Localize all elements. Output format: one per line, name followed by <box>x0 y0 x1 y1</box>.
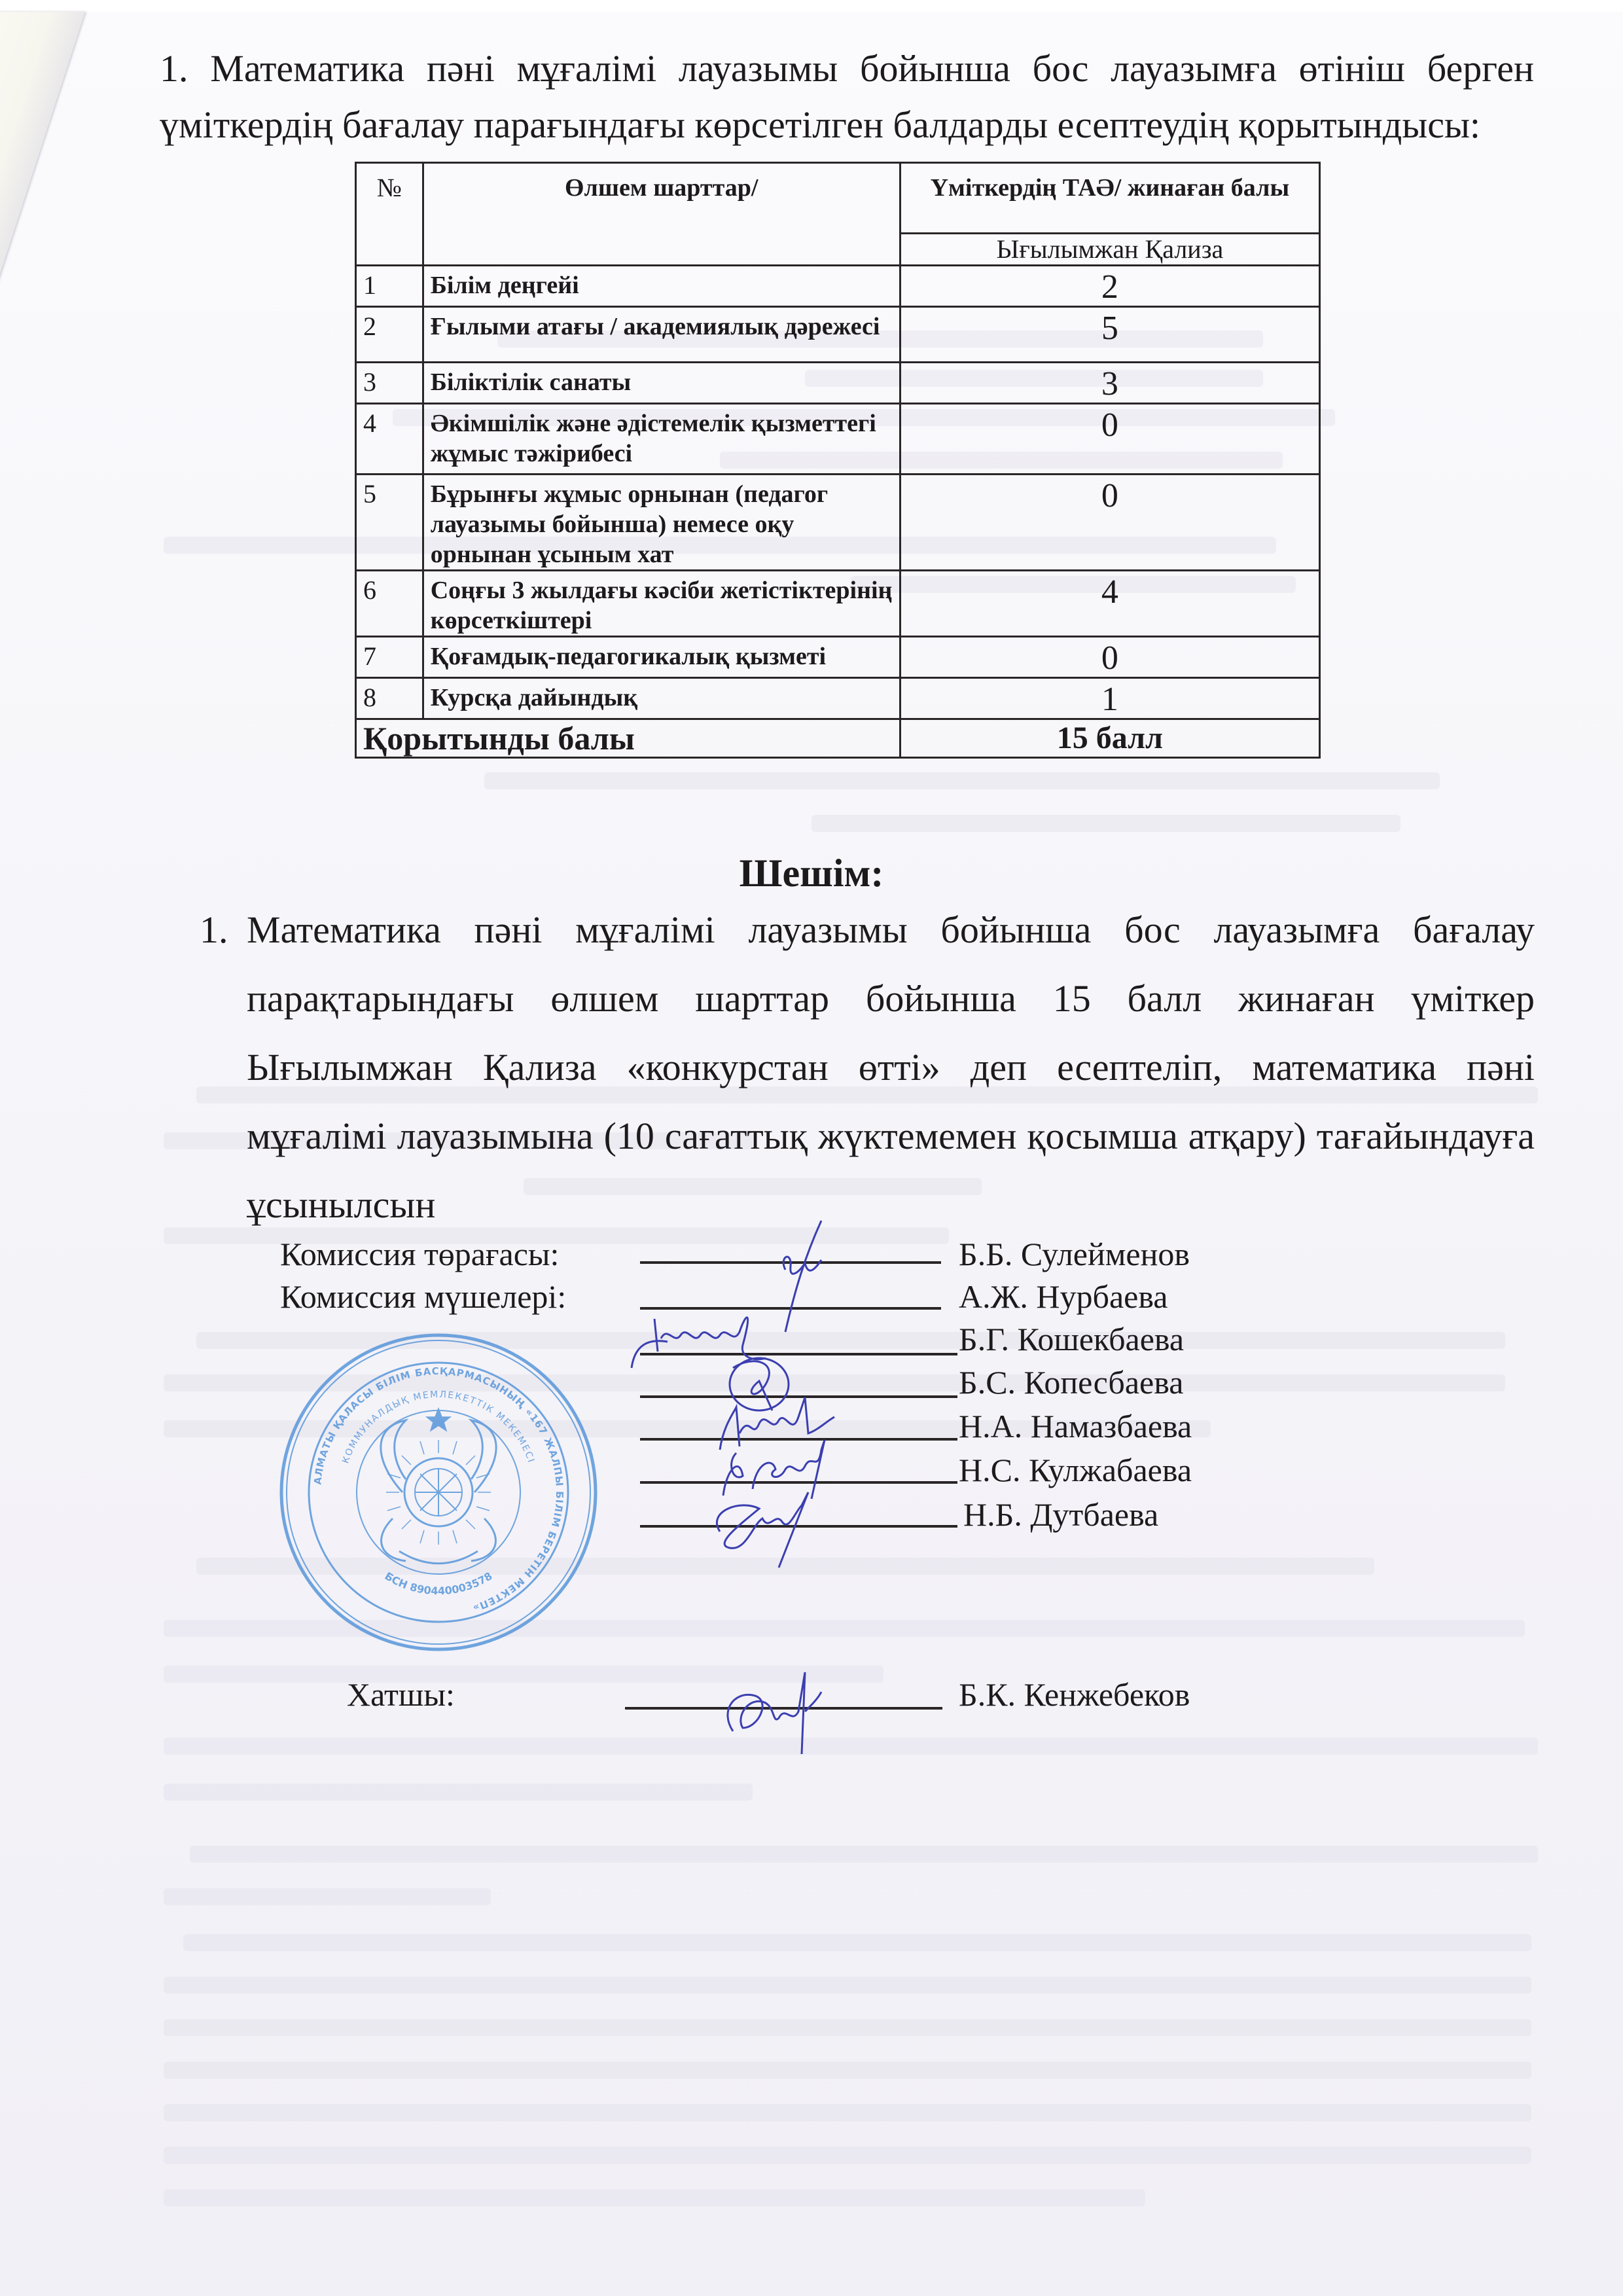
row-criteria: Бұрынғы жұмыс орнынан (педагог лауазымы бойынша) немесе оқу орнынан ұсыным хат <box>423 475 900 571</box>
member-name: Н.С. Кулжабаева <box>959 1452 1192 1488</box>
emblem-icon <box>381 1408 496 1564</box>
decision-text: Математика пәні мұғалімі лауазымы бойынша бос лауазымға бағалау парақтарындағы өлшем шарттар бойынша 15 балл жинаған үміткер Ығылымжан Қализа «конкурстан өтті» деп есептеліп, математика пәні мұғалімі лауазымына (10 сағаттық жүктемемен қосымша атқару) тағайындауға ұсынылсын <box>247 908 1535 1226</box>
intro-number: 1. <box>160 47 188 90</box>
row-score: 3 <box>900 363 1319 404</box>
row-number: 2 <box>356 307 423 363</box>
row-number: 4 <box>356 404 423 475</box>
row-number: 5 <box>356 475 423 571</box>
stamp-inner-text: КОММУНАЛДЫҚ МЕМЛЕКЕТТІК МЕКЕМЕСІ <box>340 1389 537 1465</box>
row-criteria: Курсқа дайындық <box>423 678 900 719</box>
member-name: Б.С. Копесбаева <box>959 1364 1184 1401</box>
intro-line-1-text: Математика пәні мұғалімі лауазымы бойынша бос лауазымға өтініш берген <box>210 47 1534 90</box>
member-name: Н.Б. Дутбаева <box>963 1496 1159 1533</box>
row-number: 8 <box>356 678 423 719</box>
header-score: Үміткердің ТАӘ/ жинаған балы <box>900 163 1319 234</box>
signature-member-5 <box>700 1486 825 1571</box>
header-number: № <box>356 163 423 266</box>
row-criteria: Біліктілік санаты <box>423 363 900 404</box>
member-name: Н.А. Намазбаева <box>959 1408 1192 1444</box>
stamp-outer-text: АЛМАТЫ ҚАЛАСЫ БІЛІМ БАСҚАРМАСЫНЫҢ «167 ЖАЛПЫ БІЛІМ БЕРЕТІН МЕКТЕП» <box>312 1365 566 1615</box>
row-number: 3 <box>356 363 423 404</box>
header-candidate-name: Ығылымжан Қализа <box>900 234 1319 266</box>
row-score: 1 <box>900 678 1319 719</box>
row-criteria: Білім деңгейі <box>423 266 900 307</box>
signature-secretary <box>713 1666 831 1757</box>
total-value: 15 балл <box>900 719 1319 758</box>
stamp-bin: БСН 890440003578 <box>382 1570 495 1598</box>
members-label: Комиссия мүшелері: <box>280 1278 567 1315</box>
row-number: 1 <box>356 266 423 307</box>
header-criteria: Өлшем шарттар/ <box>423 163 900 266</box>
row-criteria: Қоғамдық-педагогикалық қызметі <box>423 637 900 678</box>
row-score: 4 <box>900 571 1319 637</box>
row-criteria: Соңғы 3 жылдағы кәсіби жетістіктерінің көрсеткіштері <box>423 571 900 637</box>
decision-number: 1. <box>200 908 228 951</box>
chair-name: Б.Б. Сулейменов <box>959 1236 1190 1272</box>
row-score: 0 <box>900 475 1319 571</box>
row-score: 0 <box>900 637 1319 678</box>
row-score: 2 <box>900 266 1319 307</box>
member-name: Б.Г. Кошекбаева <box>959 1321 1185 1357</box>
chair-label: Комиссия төрағасы: <box>280 1236 560 1272</box>
secretary-label: Хатшы: <box>347 1676 455 1713</box>
row-criteria: Әкімшілік және әдістемелік қызметтегі жұмыс тәжірибесі <box>423 404 900 475</box>
member-name: А.Ж. Нурбаева <box>959 1278 1168 1315</box>
row-criteria: Ғылыми атағы / академиялық дәрежесі <box>423 307 900 363</box>
total-label: Қорытынды балы <box>356 719 901 758</box>
row-number: 7 <box>356 637 423 678</box>
secretary-name: Б.К. Кенжебеков <box>959 1676 1190 1713</box>
row-number: 6 <box>356 571 423 637</box>
official-stamp <box>275 1329 602 1656</box>
row-score: 0 <box>900 404 1319 475</box>
decision-title: Шешім: <box>739 852 884 895</box>
intro-line-2: үміткердің бағалау парағындағы көрсетілген балдарды есептеудің қорытындысы: <box>160 103 1481 146</box>
row-score: 5 <box>900 307 1319 363</box>
